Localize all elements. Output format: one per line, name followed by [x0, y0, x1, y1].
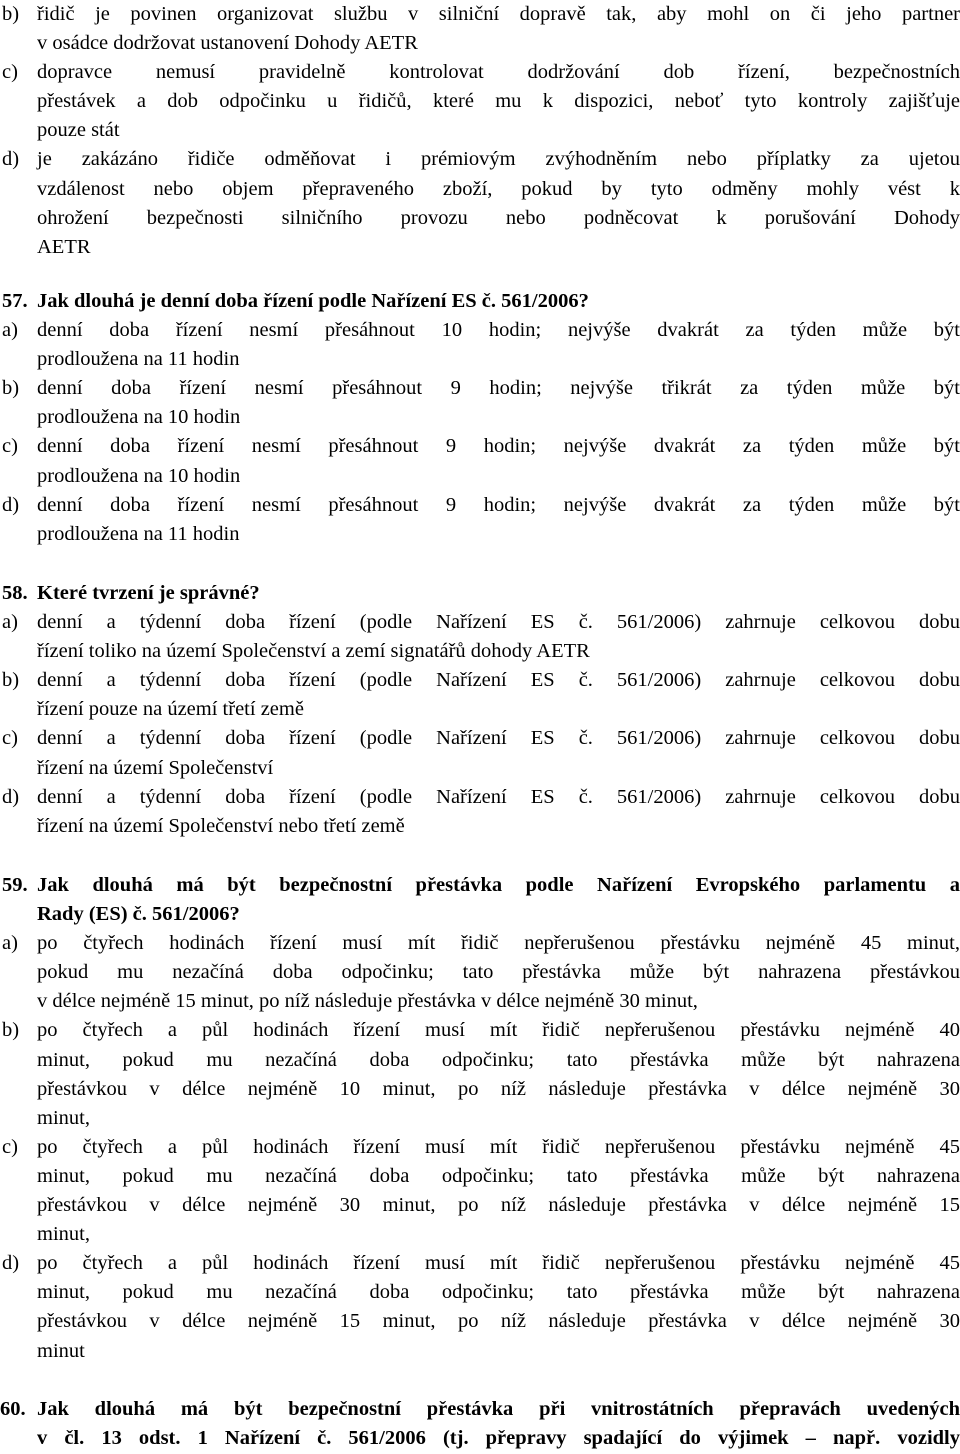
option-line: přestávek a dob odpočinku u řidičů, které mu k dispozici, neboť tyto kontroly zajišťuje — [37, 90, 960, 113]
option-letter: a) — [2, 932, 18, 955]
option-a — [0, 608, 960, 666]
option-b — [0, 666, 960, 724]
question-title — [0, 1395, 960, 1453]
option-line: řízení na území Společenství — [37, 756, 274, 779]
question-title-line: Rady (ES) č. 561/2006? — [37, 903, 240, 926]
question-title-line: Jak dlouhá má být bezpečnostní přestávka podle Nařízení Evropského parlamentu a — [37, 874, 960, 896]
option-line: je zakázáno řidiče odměňovat i prémiovým zvýhodněním nebo příplatky za ujetou — [37, 148, 960, 171]
question-60 — [0, 1395, 960, 1453]
option-letter: b) — [2, 669, 20, 692]
option-line: minut, — [37, 1106, 90, 1129]
option-a — [0, 929, 960, 1016]
option-letter: c) — [2, 61, 18, 84]
option-line: prodloužena na 10 hodin — [37, 406, 241, 429]
question-title — [0, 579, 960, 608]
option-d — [0, 783, 960, 841]
option-line: denní doba řízení nesmí přesáhnout 9 hodin; nejvýše dvakrát za týden může být — [37, 435, 960, 458]
question-title-line: Jak dlouhá je denní doba řízení podle Nařízení ES č. 561/2006? — [37, 290, 589, 312]
option-line: minut, pokud mu nezačíná doba odpočinku; tato přestávka může být nahrazena — [37, 1164, 960, 1187]
option-d — [0, 1249, 960, 1365]
option-line: pouze stát — [37, 119, 120, 142]
option-line: prodloužena na 11 hodin — [37, 522, 240, 545]
option-line: dopravce nemusí pravidelně kontrolovat dodržování dob řízení, bezpečnostních — [37, 61, 960, 84]
question-57 — [0, 287, 960, 549]
option-line: po čtyřech hodinách řízení musí mít řidič nepřerušenou přestávku nejméně 45 minut, — [37, 932, 960, 955]
option-line: minut, pokud mu nezačíná doba odpočinku; tato přestávka může být nahrazena — [37, 1048, 960, 1071]
option-line: minut, — [37, 1223, 90, 1246]
option-line: denní a týdenní doba řízení (podle Nařízení ES č. 561/2006) zahrnuje celkovou dobu — [37, 669, 960, 692]
option-line: denní doba řízení nesmí přesáhnout 9 hodin; nejvýše dvakrát za týden může být — [37, 493, 960, 516]
option-letter: d) — [2, 148, 20, 171]
question-58 — [0, 579, 960, 841]
option-d — [0, 145, 960, 261]
option-line: přestávkou v délce nejméně 30 minut, po níž následuje přestávka v délce nejméně 15 — [37, 1194, 960, 1217]
option-b — [0, 374, 960, 432]
option-line: v osádce dodržovat ustanovení Dohody AETR — [37, 32, 418, 55]
option-line: denní a týdenní doba řízení (podle Nařízení ES č. 561/2006) zahrnuje celkovou dobu — [37, 785, 960, 808]
option-line: denní a týdenní doba řízení (podle Nařízení ES č. 561/2006) zahrnuje celkovou dobu — [37, 727, 960, 750]
option-letter: b) — [2, 1019, 20, 1042]
option-line: AETR — [37, 235, 91, 258]
option-letter: c) — [2, 727, 18, 750]
question-title-line: Jak dlouhá má být bezpečnostní přestávka při vnitrostátních přepravách uvedených — [37, 1398, 960, 1420]
option-line: denní a týdenní doba řízení (podle Nařízení ES č. 561/2006) zahrnuje celkovou dobu — [37, 611, 960, 634]
option-line: vzdálenost nebo objem přepraveného zboží, pokud by tyto odměny mohly vést k — [37, 177, 960, 200]
option-line: řízení toliko na území Společenství a zemí signatářů dohody AETR — [37, 640, 590, 663]
question-number: 57. — [2, 290, 28, 312]
option-line: minut, pokud mu nezačíná doba odpočinku; tato přestávka může být nahrazena — [37, 1281, 960, 1304]
option-b — [0, 1016, 960, 1132]
question-59 — [0, 871, 960, 1366]
option-letter: b) — [2, 3, 20, 25]
option-letter: a) — [2, 319, 18, 342]
option-line: pokud mu nezačíná doba odpočinku; tato přestávka může být nahrazena přestávkou — [37, 961, 960, 984]
option-line: řidič je povinen organizovat službu v silniční dopravě tak, aby mohl on či jeho partner — [37, 3, 960, 25]
option-line: přestávkou v délce nejméně 15 minut, po níž následuje přestávka v délce nejméně 30 — [37, 1310, 960, 1333]
option-c — [0, 432, 960, 490]
option-line: řízení na území Společenství nebo třetí země — [37, 814, 405, 837]
option-a — [0, 316, 960, 374]
option-d — [0, 491, 960, 549]
option-line: ohrožení bezpečnosti silničního provozu nebo podněcovat k porušování Dohody — [37, 206, 960, 229]
question-title-line: v čl. 13 odst. 1 Nařízení č. 561/2006 (tj. přepravy spadající do výjimek – např. vozidly — [37, 1427, 960, 1450]
option-letter: d) — [2, 1252, 20, 1275]
option-letter: c) — [2, 1135, 18, 1158]
question-number: 60. — [0, 1398, 26, 1420]
question-number: 58. — [2, 582, 28, 604]
option-line: prodloužena na 10 hodin — [37, 464, 241, 487]
option-letter: c) — [2, 435, 18, 458]
option-c — [0, 1133, 960, 1249]
option-line: přestávkou v délce nejméně 10 minut, po níž následuje přestávka v délce nejméně 30 — [37, 1077, 960, 1100]
question-title — [0, 871, 960, 929]
option-line: prodloužena na 11 hodin — [37, 348, 240, 371]
question-number: 59. — [2, 874, 28, 896]
option-c — [0, 58, 960, 145]
option-line: po čtyřech a půl hodinách řízení musí mít řidič nepřerušenou přestávku nejméně 40 — [37, 1019, 960, 1042]
option-letter: a) — [2, 611, 18, 634]
option-line: řízení pouze na území třetí země — [37, 698, 304, 721]
previous-question-continuation — [0, 0, 960, 262]
option-b — [0, 0, 960, 58]
question-title-line: Které tvrzení je správné? — [37, 582, 260, 604]
option-line: denní doba řízení nesmí přesáhnout 9 hodin; nejvýše třikrát za týden může být — [37, 377, 960, 400]
option-line: minut — [37, 1339, 85, 1362]
option-letter: d) — [2, 493, 20, 516]
question-title — [0, 287, 960, 316]
option-line: po čtyřech a půl hodinách řízení musí mít řidič nepřerušenou přestávku nejméně 45 — [37, 1252, 960, 1275]
option-letter: b) — [2, 377, 20, 400]
option-line: po čtyřech a půl hodinách řízení musí mít řidič nepřerušenou přestávku nejméně 45 — [37, 1135, 960, 1158]
option-letter: d) — [2, 785, 20, 808]
option-c — [0, 724, 960, 782]
option-line: denní doba řízení nesmí přesáhnout 10 hodin; nejvýše dvakrát za týden může být — [37, 319, 960, 342]
option-line: v délce nejméně 15 minut, po níž následuje přestávka v délce nejméně 30 minut, — [37, 990, 698, 1013]
